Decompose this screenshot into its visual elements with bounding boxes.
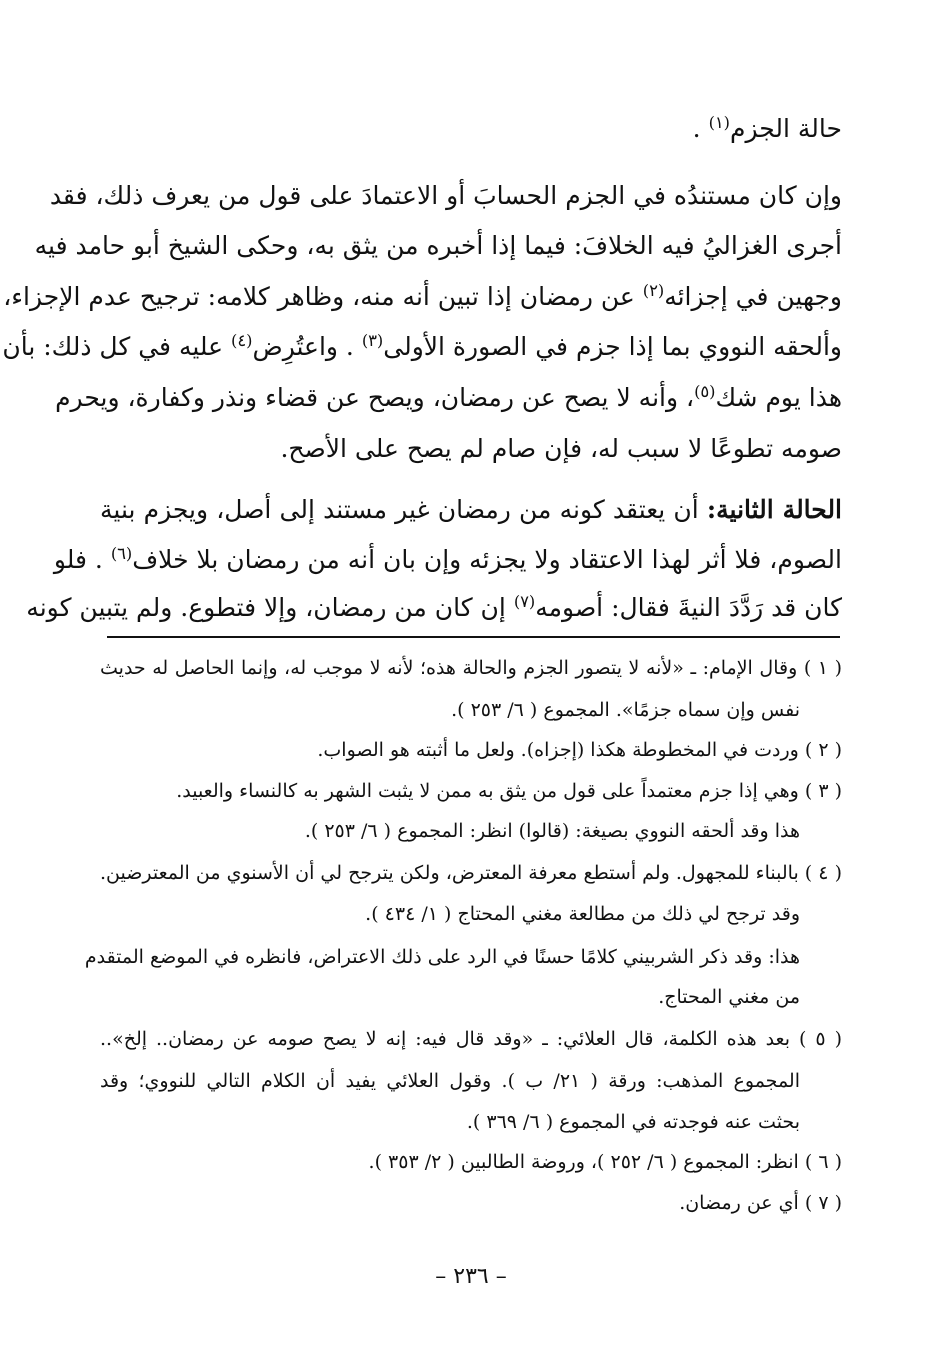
text-line: صومه تطوعًا لا سبب له، فإن صام لم يصح على الأصح.: [280, 434, 842, 463]
footnote-line: ( ٤ ) بالبناء للمجهول. ولم أستطع معرفة المعترض، ولكن يترجح لي أن الأسنوي من المعترضين.: [100, 862, 843, 884]
page-number: – ٢٣٦ –: [435, 1264, 507, 1289]
text-line: حالة الجزم$^{(١)}$ .: [692, 113, 842, 143]
text-line: الحالة الثانية: أن يعتقد كونه من رمضان غير مستند إلى أصل، ويجزم بنية: [100, 495, 843, 524]
footnote-line: هذا: وقد ذكر الشربيني كلامًا حسنًا في الرد على ذلك الاعتراض، فانظره في الموضع المتقدم: [84, 946, 800, 968]
footnote-line: ( ١ ) وقال الإمام: ـ «لأنه لا يتصور الجزم والحالة هذه؛ لأنه لا موجب له، وإنما الحاصل له حديث: [100, 657, 842, 679]
footnote-ref: (٥): [694, 382, 716, 401]
text-line: أجرى الغزاليُ فيه الخلافَ: فيما إذا أخبره من يثق به، وحكى الشيخ أبو حامد فيه: [34, 231, 842, 260]
text-line: وإن كان مستندُه في الجزم الحسابَ أو الاعتمادَ على قول من يعرف ذلك، فقد: [49, 181, 842, 210]
text-line: وجهين في إجزائه$^{(٢)}$ عن رمضان إذا تبين أنه منه، وظاهر كلامه: ترجيح عدم الإجزاء،: [3, 281, 842, 311]
footnote-line: ( ٣ ) وهي إذا جزم معتمداً على قول من يثق به ممن لا يثبت الشهر به كالنساء والعبيد.: [176, 780, 842, 802]
footnote-line: من مغني المحتاج.: [658, 986, 800, 1008]
footnote-line: ( ٧ ) أي عن رمضان.: [679, 1192, 842, 1214]
footnote-ref: (٣): [361, 331, 384, 350]
footnote-line: المجموع المذهب: ورقة ( ٢١/ ب ). وقول العلائي يفيد أن الكلام التالي للنووي؛ وقد: [100, 1070, 800, 1092]
footnote-ref: (٢): [642, 281, 665, 300]
footnote-divider: [107, 636, 840, 638]
text-line: وألحقه النووي بما إذا جزم في الصورة الأولى$^{(٣)}$ . واعتُرِض$^{(٤)}$ عليه في كل ذلك: بأن: [2, 331, 842, 361]
footnote-ref: (١): [708, 113, 730, 132]
footnote-line: ( ٦ ) انظر: المجموع ( ٦/ ٢٥٢ )، وروضة الطالبين ( ٢/ ٣٥٣ ).: [368, 1151, 842, 1173]
footnote-ref: (٤): [231, 331, 253, 350]
footnote-line: وقد ترجح لي ذلك من مطالعة مغني المحتاج ( ١/ ٤٣٤ ).: [365, 903, 800, 925]
footnote-line: نفس وإن سماه جزمًا». المجموع ( ٦/ ٢٥٣ ).: [451, 699, 800, 721]
footnote-line: ( ٥ ) بعد هذه الكلمة، قال العلائي: ـ «وقد قال فيه: إنه لا يصح صومه عن رمضان.. إلخ»..: [100, 1028, 843, 1050]
text-line: هذا يوم شك$^{(٥)}$، وأنه لا يصح عن رمضان، ويصح عن قضاء ونذر وكفارة، ويحرم: [55, 382, 842, 412]
footnote-line: بحثت عنه فوجدته في المجموع ( ٦/ ٣٦٩ ).: [466, 1111, 800, 1133]
section-heading: الحالة الثانية:: [706, 495, 843, 524]
text-line: الصوم، فلا أثر لهذا الاعتقاد ولا يجزئه وإن بان أنه من رمضان بلا خلاف$^{(٦)}$ . فلو: [53, 544, 842, 574]
footnote-ref: (٧): [513, 592, 536, 611]
footnote-line: ( ٢ ) وردت في المخطوطة هكذا (إجزاه). ولعل ما أثبته هو الصواب.: [317, 739, 842, 761]
footnote-ref: (٦): [110, 544, 133, 563]
text-line: كان قد رَدَّدَ النيةَ فقال: أصومه$^{(٧)}$ إن كان من رمضان، وإلا فتطوع. ولم يتبين كونه: [26, 592, 842, 622]
footnote-line: هذا وقد ألحقه النووي بصيغة: (قالوا) انظر: المجموع ( ٦/ ٢٥٣ ).: [304, 820, 800, 842]
